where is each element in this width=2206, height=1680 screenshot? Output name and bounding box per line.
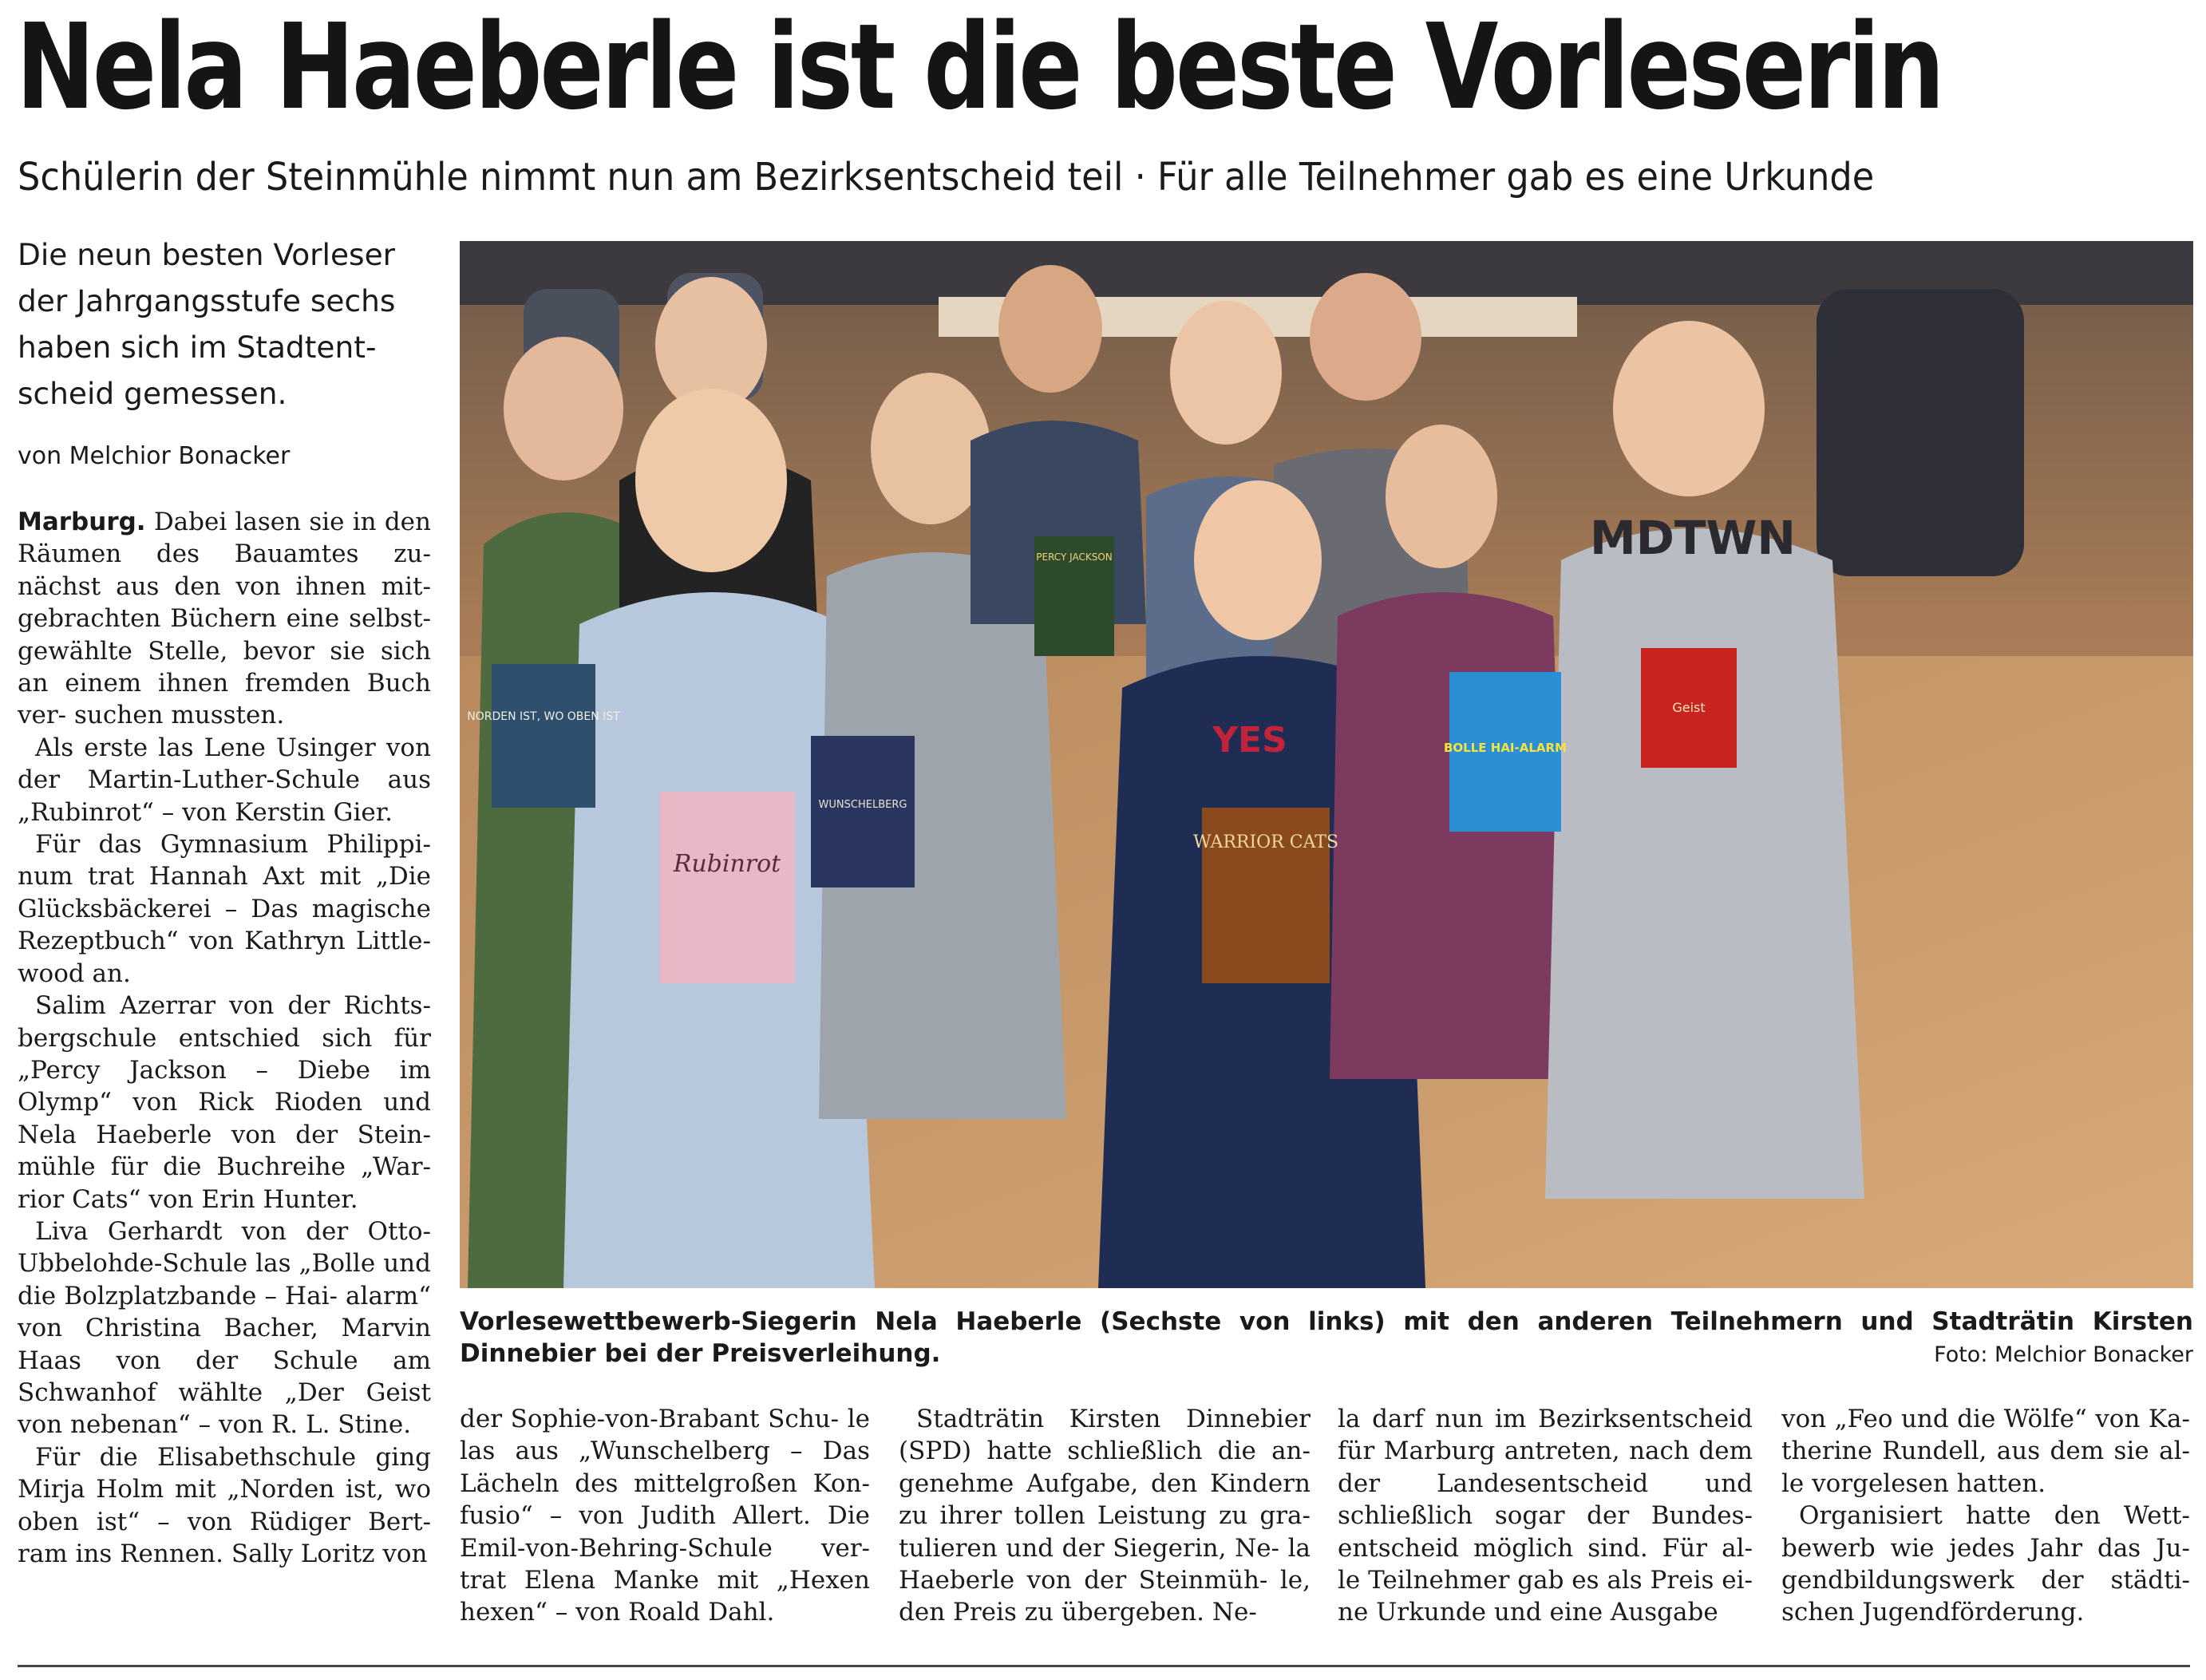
- svg-text:Rubinrot: Rubinrot: [673, 850, 781, 878]
- article-paragraph: la darf nun im Bezirksentscheid für Marburg antreten, nach dem der Landesentscheid und schließlich sogar der Bundes- entscheid möglich sind. Für al- le Teilnehmer gab es als Preis ei- ne Urkunde und eine Ausgabe: [1338, 1405, 1753, 1627]
- book-rubinrot: [659, 792, 795, 983]
- article-paragraph: Organisiert hatte den Wett- bewerb wie jedes Jahr das Ju- gendbildungswerk der städti- schen Jugendförderung.: [1781, 1501, 2190, 1627]
- article-column-3: [899, 1403, 1311, 1629]
- lead-paragraph: Die neun besten Vorleser der Jahrgangsstufe sechs haben sich im Stadtent- scheid gemessen.: [18, 237, 396, 411]
- book-warrior-cats: [1193, 808, 1338, 983]
- svg-text:WARRIOR CATS: WARRIOR CATS: [1192, 832, 1339, 852]
- byline: von Melchior Bonacker: [18, 442, 291, 470]
- article-paragraph: Stadträtin Kirsten Dinnebier (SPD) hatte schließlich die an- genehme Aufgabe, den Kindern zu ihrer tollen Leistung zu gra- tulieren und der Siegerin, Ne- la Haeberle von der Steinmüh- le, den Preis zu übergeben. Ne-: [899, 1405, 1311, 1627]
- subheadline: Schülerin der Steinmühle nimmt nun am Bezirksentscheid teil · Für alle Teilnehmer gab es eine Urkunde: [18, 155, 1875, 200]
- svg-text:PERCY JACKSON: PERCY JACKSON: [1036, 551, 1113, 563]
- bottom-rule: [18, 1665, 2190, 1667]
- article-column-5: [1781, 1403, 2190, 1629]
- svg-text:NORDEN IST, WO OBEN IST: NORDEN IST, WO OBEN IST: [467, 710, 620, 723]
- book-wunschelberg: [811, 736, 915, 887]
- article-photo: [460, 241, 2193, 1288]
- article-paragraph: Salim Azerrar von der Richts- bergschule entschied sich für „Percy Jackson – Diebe im Olymp“ von Rick Rioden und Nela Haeberle von der Stein- mühle für die Buchreihe „War- rior Cats“ von Erin Hunter.: [18, 991, 431, 1214]
- article-paragraph: Marburg. Dabei lasen sie in den Räumen des Bauamtes zu- nächst aus den von ihnen mit- gebrachten Büchern eine selbst- gewählte Stelle, bevor sie sich an einem ihnen fremden Buch ver- suchen mussten.: [18, 508, 431, 730]
- article-paragraph: Liva Gerhardt von der Otto- Ubbelohde-Schule las „Bolle und die Bolzplatzbande – Hai- alarm“ von Christina Bacher, Marvin Haas von der Schule am Schwanhof wählte „Der Geist von nebenan“ – von R. L. Stine.: [18, 1216, 431, 1440]
- article-paragraph: Für die Elisabethschule ging Mirja Holm mit „Norden ist, wo oben ist“ – von Rüdiger Bert- ram ins Rennen. Sally Loritz von: [18, 1442, 431, 1568]
- svg-text:BOLLE HAI-ALARM: BOLLE HAI-ALARM: [1444, 741, 1567, 755]
- article-paragraph: von „Feo und die Wölfe“ von Ka- therine Rundell, aus dem sie al- le vorgelesen hatten.: [1781, 1405, 2190, 1498]
- svg-text:WUNSCHELBERG: WUNSCHELBERG: [818, 799, 907, 811]
- article-paragraph: der Sophie-von-Brabant Schu- le las aus „Wunschelberg – Das Lächeln des mittelgroßen Kon- fusio“ – von Judith Allert. Die Emil-von-Behring-Schule ver- trat Elena Manke mit „Hexen hexen“ – von Roald Dahl.: [460, 1405, 870, 1627]
- article-paragraph: Als erste las Lene Usinger von der Martin-Luther-Schule aus „Rubinrot“ – von Kerstin Gier.: [18, 733, 431, 827]
- book-percy-jackson: [1034, 536, 1114, 656]
- article-column-2: [460, 1403, 870, 1629]
- photo-caption: Vorlesewettbewerb-Siegerin Nela Haeberle (Sechste von links) mit den anderen Teilnehmern und Stadträtin Kirsten Dinnebier bei der Preisverleihung.: [460, 1307, 2193, 1368]
- book-bolle-hai-alarm: [1444, 672, 1567, 832]
- headline: Nela Haeberle ist die beste Vorleserin: [16, 0, 1943, 136]
- book-geist: [1641, 648, 1737, 768]
- article-column-4: [1338, 1403, 1753, 1629]
- article-column-1: [18, 506, 431, 1570]
- svg-text:Geist: Geist: [1672, 700, 1706, 715]
- dateline: Marburg.: [18, 508, 146, 536]
- article-paragraph: Für das Gymnasium Philippi- num trat Hannah Axt mit „Die Glücksbäckerei – Das magische Rezeptbuch“ von Kathryn Little- wood an.: [18, 830, 431, 988]
- audience: [1817, 289, 2024, 576]
- photo-credit: Foto: Melchior Bonacker: [1934, 1342, 2193, 1367]
- shirt-print: YES: [1212, 720, 1287, 761]
- sweatshirt-print: MDTWN: [1590, 511, 1796, 565]
- photo-illustration: [460, 241, 2193, 1288]
